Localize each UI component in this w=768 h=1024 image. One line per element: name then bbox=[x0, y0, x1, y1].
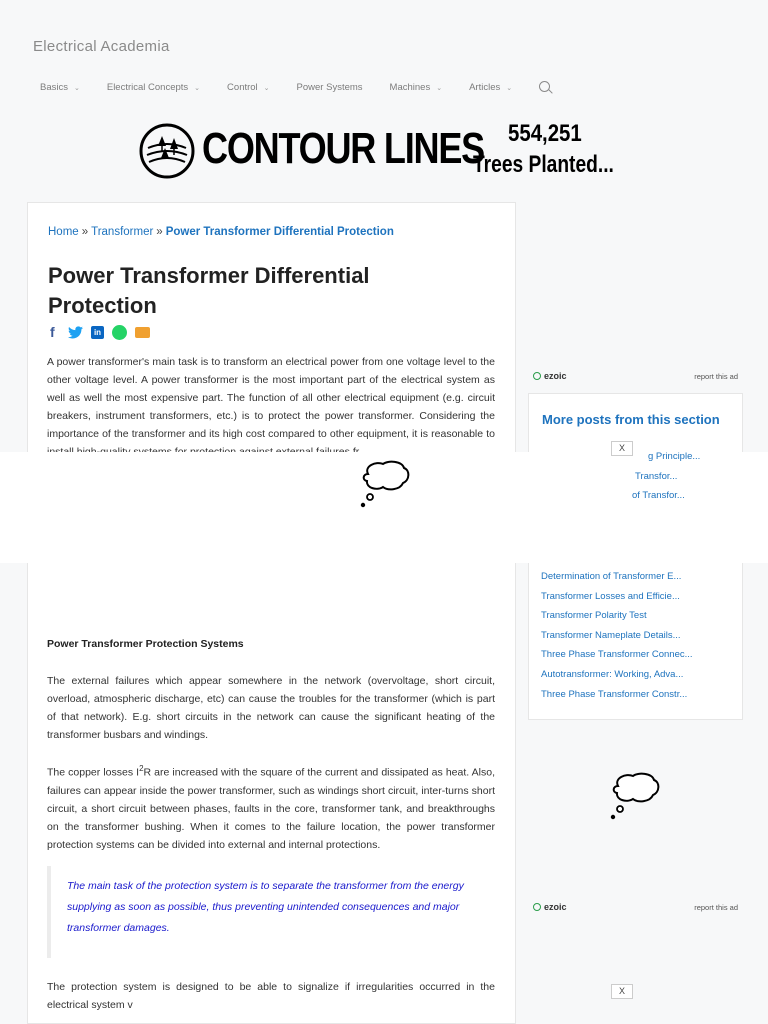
thought-bubble-icon bbox=[358, 460, 412, 510]
section-heading: Power Transformer Protection Systems bbox=[47, 638, 244, 650]
nav-label: Control bbox=[227, 82, 258, 93]
close-ad-button[interactable]: X bbox=[611, 984, 633, 999]
report-ad-link[interactable]: report this ad bbox=[694, 371, 738, 381]
ezoic-logo[interactable] bbox=[533, 902, 567, 912]
nav-item-machines[interactable] bbox=[390, 82, 443, 93]
paragraph-text: R are increased with the square of the current and dissipated as heat. Also, failures can appear inside the power transformer, such as windings short circuit, inter-turns short circuit, a short circuit between phases, faults in the core, transformer tank, and breakthroughs on the transformer bushing. When it comes to the failure location, the power transformer protection systems can be divided into external and internal protections. bbox=[47, 766, 495, 851]
blockquote bbox=[47, 866, 495, 958]
article-paragraph: The external failures which appear somewhere in the network (overvoltage, short circuit, overload, atmospheric discharge, etc) can cause the troubles for the transformer (which is part of that network). E.g. short circuits in the network can cause the significant heating of the transformer busbars and windings. bbox=[47, 675, 495, 741]
whatsapp-icon[interactable] bbox=[112, 325, 127, 340]
nav-item-control[interactable] bbox=[227, 82, 270, 93]
sidebar-link[interactable]: Three Phase Transformer Connec... bbox=[541, 649, 693, 661]
close-ad-button[interactable]: X bbox=[611, 441, 633, 456]
linkedin-icon[interactable]: in bbox=[91, 326, 104, 339]
ezoic-logo-icon bbox=[533, 372, 541, 380]
ezoic-label: ezoic bbox=[544, 371, 567, 381]
banner-tree-count: 554,251 bbox=[508, 120, 582, 147]
nav-label: Articles bbox=[469, 82, 501, 93]
superscript: 2 bbox=[139, 764, 144, 773]
chevron-down-icon: ⌄ bbox=[73, 84, 80, 92]
ezoic-label: ezoic bbox=[544, 902, 567, 912]
sidebar-link[interactable]: Transformer Losses and Efficie... bbox=[541, 590, 680, 602]
nav-label: Machines bbox=[389, 82, 431, 93]
banner-brand-name: CONTOUR LINES bbox=[202, 124, 485, 173]
tree-logo-icon bbox=[138, 122, 196, 180]
nav-item-basics[interactable] bbox=[40, 82, 80, 93]
ad-attribution bbox=[533, 371, 738, 381]
nav-item-power-systems[interactable] bbox=[297, 82, 363, 93]
main-nav bbox=[40, 82, 550, 93]
sidebar-link[interactable]: Three Phase Transformer Constr... bbox=[541, 688, 688, 700]
article-card bbox=[27, 202, 516, 1024]
sidebar-link[interactable]: Autotransformer: Working, Adva... bbox=[541, 668, 684, 680]
sidebar-link[interactable]: Transformer Polarity Test bbox=[541, 610, 647, 622]
nav-item-electrical-concepts[interactable] bbox=[107, 82, 200, 93]
breadcrumb-current[interactable]: Power Transformer Differential Protection bbox=[165, 226, 394, 238]
breadcrumb-category[interactable]: Transformer bbox=[91, 226, 154, 238]
facebook-icon[interactable]: f bbox=[50, 324, 55, 340]
paragraph-text: The copper losses I bbox=[47, 766, 140, 779]
twitter-icon[interactable] bbox=[68, 326, 83, 339]
nav-label: Basics bbox=[40, 82, 68, 93]
nav-label: Power Systems bbox=[296, 82, 363, 93]
article-paragraph bbox=[47, 760, 495, 854]
sidebar-link[interactable]: of Transfor... bbox=[632, 490, 685, 501]
article-paragraph: A power transformer's main task is to transform an electrical power from one voltage level to the other voltage level. A power transformer is the most important part of the electrical system as well as well the most expensive part. The function of all other electrical equipment (e.g. circuit breakers, instrument transformers, etc.) is to protect the power transformer. Considering the importance of the transformer and its high cost compared to other equipment, it is reasonable to bbox=[47, 356, 495, 440]
breadcrumb-home[interactable]: Home bbox=[48, 226, 79, 238]
sidebar-link[interactable]: Determination of Transformer E... bbox=[541, 571, 682, 582]
chevron-down-icon: ⌄ bbox=[436, 84, 443, 92]
search-icon[interactable] bbox=[539, 81, 550, 92]
breadcrumb-separator: » bbox=[81, 226, 89, 238]
nav-item-articles[interactable] bbox=[469, 82, 512, 93]
thought-bubble-icon bbox=[608, 772, 662, 822]
article-paragraph: The protection system is designed to be able to signalize if irregularities occurred in the electrical system v bbox=[47, 981, 495, 1011]
sidebar-link[interactable]: Transfor... bbox=[635, 471, 678, 482]
page-title: Power Transformer Differential Protection bbox=[48, 263, 370, 318]
nav-label: Electrical Concepts bbox=[106, 82, 189, 93]
chevron-down-icon: ⌄ bbox=[506, 84, 513, 92]
email-icon[interactable] bbox=[135, 327, 150, 338]
sidebar-link[interactable]: Transformer Nameplate Details... bbox=[541, 629, 681, 641]
breadcrumb-separator: » bbox=[156, 226, 163, 238]
ezoic-logo-icon bbox=[533, 903, 541, 911]
chevron-down-icon: ⌄ bbox=[194, 84, 201, 92]
ad-attribution bbox=[533, 902, 738, 912]
sidebar-title: More posts from this section bbox=[542, 412, 720, 427]
sidebar-link[interactable]: g Principle... bbox=[648, 451, 701, 462]
sidebar-link-list bbox=[541, 567, 693, 704]
report-ad-link[interactable]: report this ad bbox=[694, 902, 738, 912]
banner-subtitle: Trees Planted... bbox=[473, 151, 614, 178]
breadcrumb bbox=[48, 226, 394, 238]
ezoic-logo[interactable] bbox=[533, 371, 567, 381]
chevron-down-icon: ⌄ bbox=[263, 84, 270, 92]
contour-lines-banner-ad[interactable] bbox=[138, 118, 638, 186]
site-title[interactable]: Electrical Academia bbox=[33, 38, 170, 55]
share-buttons bbox=[50, 324, 158, 340]
quote-text: The main task of the protection system is to separate the transformer from the energy supplying as soon as possible, thus preventing unintended consequences and major transformer damages. bbox=[67, 880, 464, 934]
